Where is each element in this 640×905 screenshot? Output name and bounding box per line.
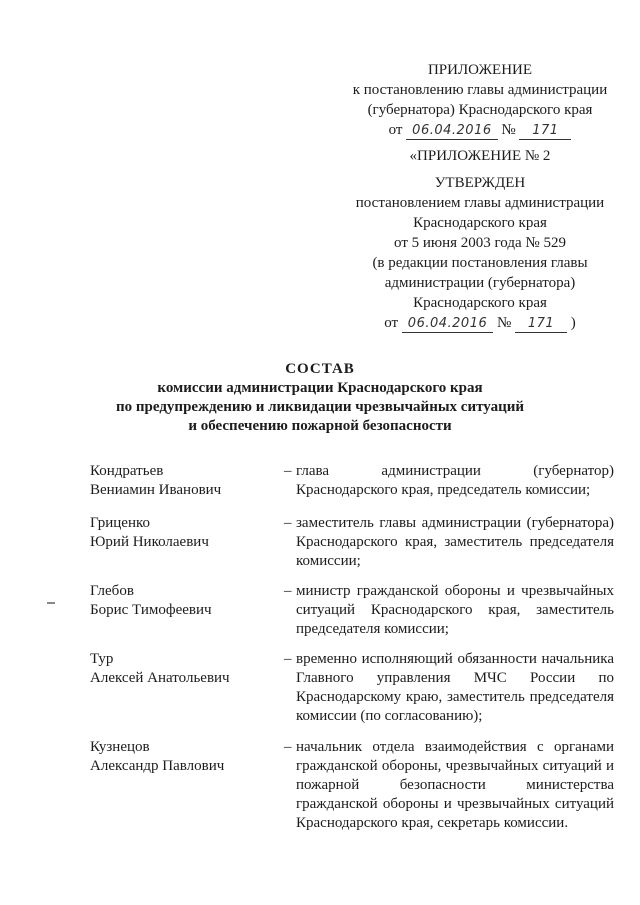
member-name [90, 462, 270, 500]
member-surname: Гриценко [90, 515, 150, 531]
member-given-name: Алексей Анатольевич [90, 670, 230, 686]
approved-by-line: постановлением главы администрации [355, 195, 605, 211]
appendix-header [330, 60, 630, 140]
member-given-name: Юрий Николаевич [90, 534, 209, 550]
member-name [90, 738, 270, 776]
number-sign-2: № [496, 315, 512, 331]
handwritten-number: 171 [519, 123, 571, 140]
member-role: заместитель главы администрации (губернатора) Краснодарского края, заместитель председателя комиссии; [296, 515, 614, 569]
member-role: глава администрации (губернатор) Краснодарского края, председатель комиссии; [296, 463, 614, 498]
handwritten-date: 06.04.2016 [406, 123, 497, 140]
admin-line: администрации (губернатора) [384, 275, 576, 291]
member-role: начальник отдела взаимодействия с органами гражданской обороны, чрезвычайных ситуаций и пожарной безопасности министерства гражданской обороны и чрезвычайных ситуаций Краснодарского края, секретарь комиссии. [296, 739, 614, 831]
from-prefix: от [388, 122, 403, 138]
member-surname: Тур [90, 651, 114, 667]
member-given-name: Борис Тимофеевич [90, 602, 212, 618]
member-name [90, 514, 270, 552]
edition-line: (в редакции постановления главы [372, 255, 588, 271]
member-name [90, 582, 270, 620]
member-surname: Кузнецов [90, 739, 150, 755]
title-line-3: и обеспечению пожарной безопасности [188, 418, 452, 434]
approval-block [330, 173, 630, 333]
title-line-2: по предупреждению и ликвидации чрезвычайных ситуаций [116, 399, 524, 415]
member-role: временно исполняющий обязанности начальника Главного управления МЧС России по Краснодарскому краю, заместитель председателя комиссии (по согласованию); [296, 651, 614, 724]
approved-label: УТВЕРЖДЕН [434, 175, 526, 191]
handwritten-number-2: 171 [515, 316, 567, 333]
closing-paren: ) [570, 315, 576, 331]
member-dash: – [284, 651, 292, 667]
member-given-name: Александр Павлович [90, 758, 225, 774]
document-title [60, 360, 580, 436]
title-line-1: комиссии администрации Краснодарского края [157, 380, 483, 396]
date-number-line-2 [330, 313, 630, 333]
member-dash: – [284, 739, 292, 755]
date-number-line [330, 120, 630, 140]
number-sign: № [501, 122, 516, 138]
title-main: СОСТАВ [285, 361, 355, 377]
from-prefix-2: от [384, 315, 399, 331]
member-surname: Кондратьев [90, 463, 164, 479]
appendix-label: ПРИЛОЖЕНИЕ [427, 62, 533, 78]
resolution-line: к постановлению главы администрации [352, 82, 608, 98]
member-dash: – [284, 463, 292, 479]
member-dash: – [284, 583, 292, 599]
appendix2-label: «ПРИЛОЖЕНИЕ № 2 [409, 148, 551, 164]
region-line: Краснодарского края [413, 215, 547, 231]
region2-line: Краснодарского края [413, 295, 547, 311]
margin-mark [47, 602, 55, 604]
original-date-line: от 5 июня 2003 года № 529 [394, 235, 566, 251]
appendix2-header [330, 146, 630, 166]
member-name [90, 650, 270, 688]
member-surname: Глебов [90, 583, 134, 599]
handwritten-date-2: 06.04.2016 [402, 316, 493, 333]
member-given-name: Вениамин Иванович [90, 482, 222, 498]
member-dash: – [284, 515, 292, 531]
governor-line: (губернатора) Краснодарского края [367, 102, 593, 118]
member-role: министр гражданской обороны и чрезвычайных ситуаций Краснодарского края, заместитель председателя комиссии; [296, 583, 614, 637]
